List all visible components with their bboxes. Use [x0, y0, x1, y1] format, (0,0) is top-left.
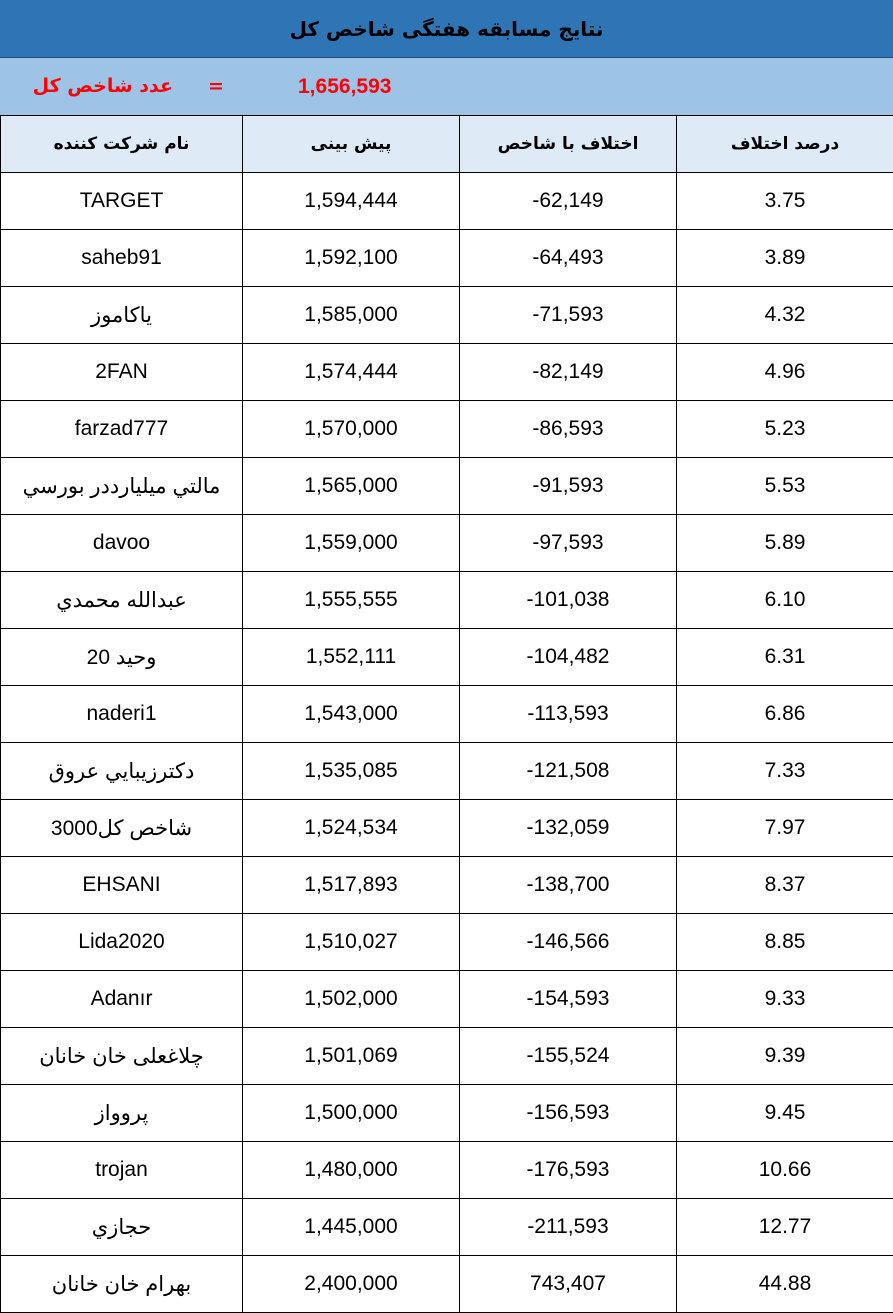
- prediction-cell: 1,555,555: [243, 572, 460, 629]
- percent-cell: 5.89: [677, 515, 893, 572]
- participant-name-cell: Lida2020: [1, 914, 243, 971]
- header-row: [1, 116, 893, 173]
- difference-cell: -62,149: [460, 173, 677, 230]
- difference-cell: -64,493: [460, 230, 677, 287]
- difference-cell: -121,508: [460, 743, 677, 800]
- percent-cell: 12.77: [677, 1199, 893, 1256]
- participant-name-cell: چلاغعلی خان خانان: [1, 1028, 243, 1085]
- difference-cell: -155,524: [460, 1028, 677, 1085]
- index-value: 1,656,593: [298, 75, 391, 99]
- prediction-cell: 1,517,893: [243, 857, 460, 914]
- table-row: [1, 1085, 893, 1142]
- difference-cell: -138,700: [460, 857, 677, 914]
- difference-cell: -71,593: [460, 287, 677, 344]
- percent-cell: 6.10: [677, 572, 893, 629]
- table-row: [1, 1142, 893, 1199]
- index-equals-sign: =: [208, 75, 224, 97]
- participant-name-cell: naderi1: [1, 686, 243, 743]
- participant-name-cell: شاخص کل3000: [1, 800, 243, 857]
- index-label: عدد شاخص کل: [33, 75, 173, 97]
- prediction-cell: 1,445,000: [243, 1199, 460, 1256]
- participant-name-cell: مالتي ميليارددر بورسي: [1, 458, 243, 515]
- index-row: [0, 58, 893, 116]
- participant-name-cell: TARGET: [1, 173, 243, 230]
- difference-cell: -211,593: [460, 1199, 677, 1256]
- results-body: [1, 173, 893, 1313]
- table-row: [1, 800, 893, 857]
- participant-name-cell: trojan: [1, 1142, 243, 1199]
- table-row: [1, 686, 893, 743]
- table-row: [1, 857, 893, 914]
- percent-cell: 5.23: [677, 401, 893, 458]
- participant-name-cell: 2FAN: [1, 344, 243, 401]
- percent-cell: 5.53: [677, 458, 893, 515]
- participant-name-cell: EHSANI: [1, 857, 243, 914]
- prediction-cell: 1,592,100: [243, 230, 460, 287]
- percent-cell: 44.88: [677, 1256, 893, 1313]
- table-row: [1, 173, 893, 230]
- prediction-cell: 1,501,069: [243, 1028, 460, 1085]
- table-row: [1, 401, 893, 458]
- percent-cell: 7.97: [677, 800, 893, 857]
- participant-name-cell: davoo: [1, 515, 243, 572]
- participant-name-cell: farzad777: [1, 401, 243, 458]
- prediction-cell: 1,502,000: [243, 971, 460, 1028]
- table-row: [1, 1199, 893, 1256]
- prediction-cell: 1,585,000: [243, 287, 460, 344]
- table-row: [1, 1028, 893, 1085]
- difference-cell: -156,593: [460, 1085, 677, 1142]
- prediction-cell: 1,552,111: [243, 629, 460, 686]
- column-header-prediction: پیش بینی: [243, 116, 460, 173]
- table-row: [1, 515, 893, 572]
- prediction-cell: 1,559,000: [243, 515, 460, 572]
- participant-name-cell: یاکاموز: [1, 287, 243, 344]
- difference-cell: 743,407: [460, 1256, 677, 1313]
- percent-cell: 9.33: [677, 971, 893, 1028]
- percent-cell: 3.89: [677, 230, 893, 287]
- prediction-cell: 1,524,534: [243, 800, 460, 857]
- table-row: [1, 1256, 893, 1313]
- difference-cell: -101,038: [460, 572, 677, 629]
- percent-cell: 9.45: [677, 1085, 893, 1142]
- percent-cell: 4.32: [677, 287, 893, 344]
- table-row: [1, 572, 893, 629]
- difference-cell: -86,593: [460, 401, 677, 458]
- participant-name-cell: وحید 20: [1, 629, 243, 686]
- difference-cell: -176,593: [460, 1142, 677, 1199]
- column-header-percent: درصد اختلاف: [677, 116, 893, 173]
- difference-cell: -146,566: [460, 914, 677, 971]
- prediction-cell: 1,574,444: [243, 344, 460, 401]
- percent-cell: 7.33: [677, 743, 893, 800]
- table-row: [1, 230, 893, 287]
- results-table: [0, 115, 893, 1313]
- participant-name-cell: Adanır: [1, 971, 243, 1028]
- column-header-diff: اختلاف با شاخص: [460, 116, 677, 173]
- percent-cell: 8.37: [677, 857, 893, 914]
- difference-cell: -97,593: [460, 515, 677, 572]
- table-row: [1, 287, 893, 344]
- difference-cell: -113,593: [460, 686, 677, 743]
- table-row: [1, 743, 893, 800]
- table-row: [1, 914, 893, 971]
- table-row: [1, 629, 893, 686]
- participant-name-cell: بهرام خان خانان: [1, 1256, 243, 1313]
- prediction-cell: 2,400,000: [243, 1256, 460, 1313]
- sheet-title: نتایج مسابقه هفتگی شاخص کل: [0, 0, 893, 58]
- prediction-cell: 1,480,000: [243, 1142, 460, 1199]
- difference-cell: -132,059: [460, 800, 677, 857]
- participant-name-cell: دكترزيبايي عروق: [1, 743, 243, 800]
- prediction-cell: 1,543,000: [243, 686, 460, 743]
- percent-cell: 9.39: [677, 1028, 893, 1085]
- prediction-cell: 1,535,085: [243, 743, 460, 800]
- difference-cell: -104,482: [460, 629, 677, 686]
- table-row: [1, 458, 893, 515]
- percent-cell: 6.31: [677, 629, 893, 686]
- prediction-cell: 1,570,000: [243, 401, 460, 458]
- percent-cell: 8.85: [677, 914, 893, 971]
- column-header-name: نام شرکت کننده: [1, 116, 243, 173]
- table-row: [1, 344, 893, 401]
- participant-name-cell: پروواز: [1, 1085, 243, 1142]
- prediction-cell: 1,500,000: [243, 1085, 460, 1142]
- table-row: [1, 971, 893, 1028]
- participant-name-cell: حجازي: [1, 1199, 243, 1256]
- prediction-cell: 1,510,027: [243, 914, 460, 971]
- percent-cell: 3.75: [677, 173, 893, 230]
- difference-cell: -91,593: [460, 458, 677, 515]
- participant-name-cell: عبدالله محمدي: [1, 572, 243, 629]
- difference-cell: -82,149: [460, 344, 677, 401]
- difference-cell: -154,593: [460, 971, 677, 1028]
- participant-name-cell: saheb91: [1, 230, 243, 287]
- prediction-cell: 1,594,444: [243, 173, 460, 230]
- percent-cell: 6.86: [677, 686, 893, 743]
- percent-cell: 10.66: [677, 1142, 893, 1199]
- prediction-cell: 1,565,000: [243, 458, 460, 515]
- percent-cell: 4.96: [677, 344, 893, 401]
